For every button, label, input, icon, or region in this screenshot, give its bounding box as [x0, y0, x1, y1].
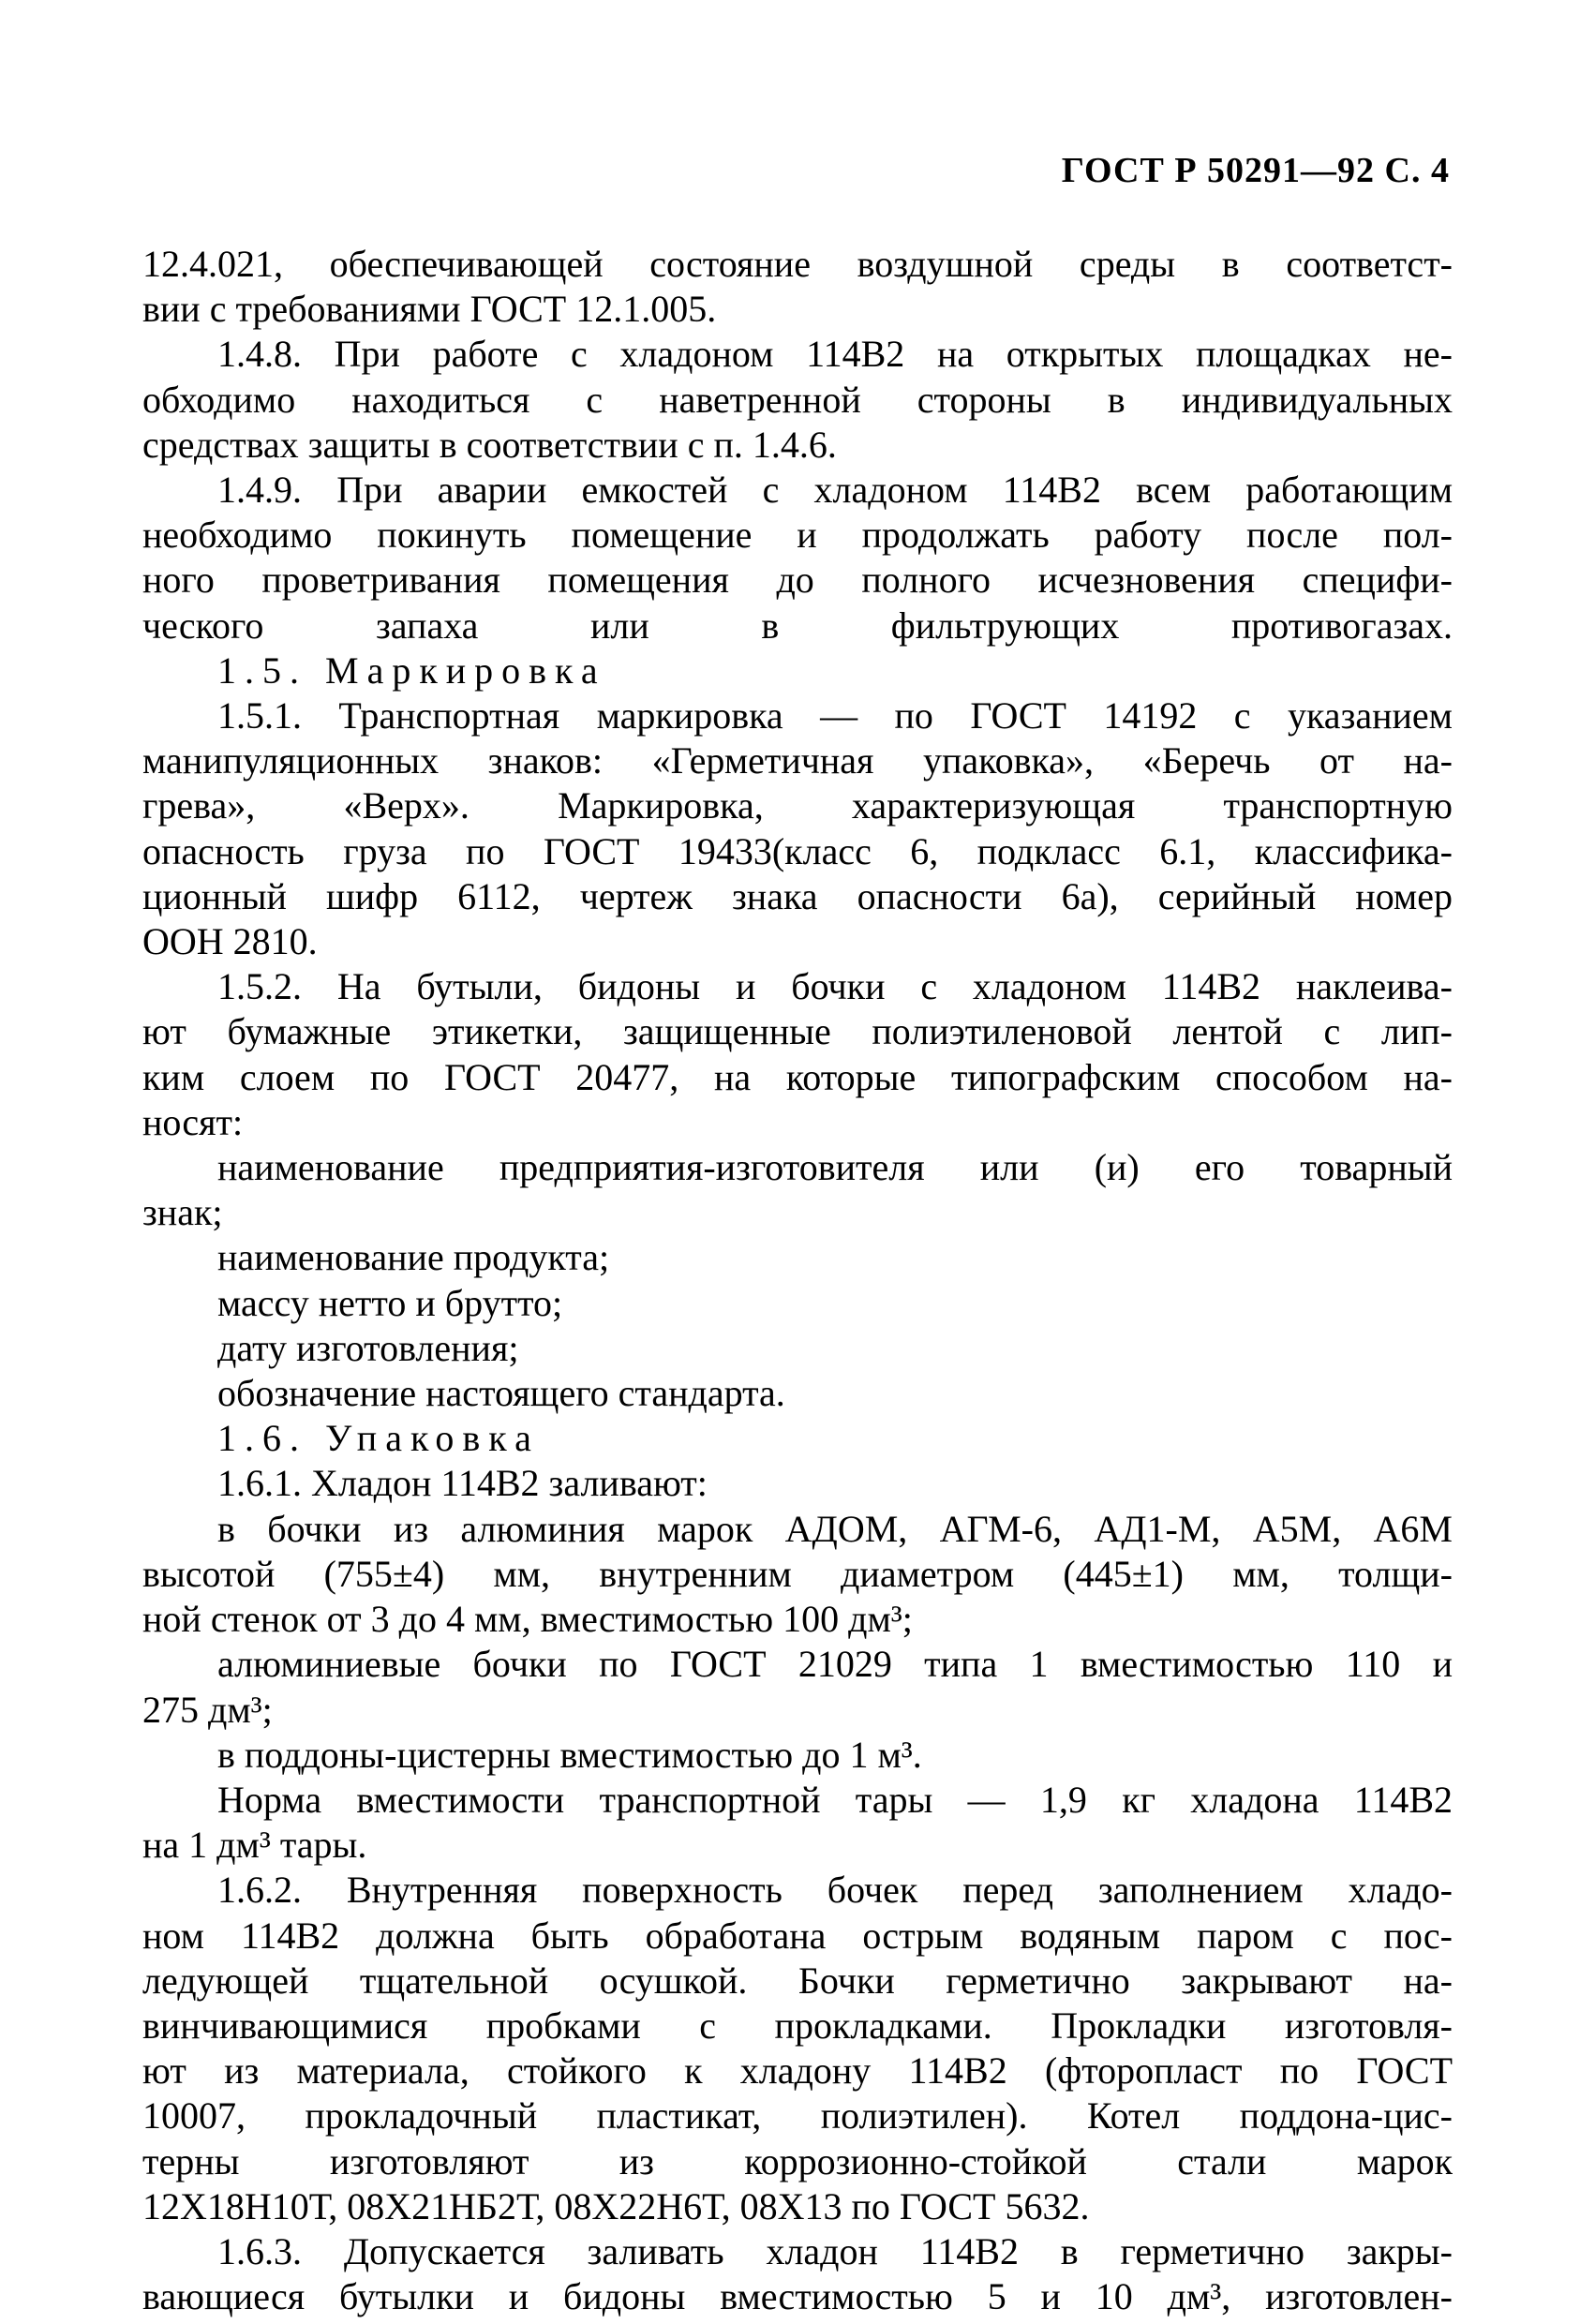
text-line: вии с требованиями ГОСТ 12.1.005.	[142, 288, 717, 331]
page-header: ГОСТ Р 50291—92 С. 4	[1061, 151, 1450, 190]
text-line: знак;	[142, 1191, 223, 1234]
text-line: в бочки из алюминия марок АДОМ, АГМ-6, АД1-М, А5М, А6М	[217, 1507, 1453, 1550]
text-line: ким слоем по ГОСТ 20477, на которые типографским способом на-	[142, 1055, 1453, 1098]
text-line: наименование продукта;	[217, 1236, 610, 1279]
text-line: на 1 дм³ тары.	[142, 1824, 367, 1867]
text-line: ООН 2810.	[142, 920, 318, 963]
text-line: 10007, прокладочный пластикат, полиэтилен). Котел поддона-цис-	[142, 2094, 1453, 2138]
text-line: 1.4.8. При работе с хладоном 114В2 на открытых площадках не-	[217, 333, 1453, 376]
text-line: массу нетто и брутто;	[217, 1281, 563, 1324]
text-line: ционный шифр 6112, чертеж знака опасности 6а), серийный номер	[142, 874, 1453, 917]
text-line: ном 114В2 должна быть обработана острым водяным паром с пос-	[142, 1914, 1453, 1957]
text-line: 1.6. Упаковка	[217, 1417, 540, 1460]
text-line: дату изготовления;	[217, 1326, 519, 1369]
text-line: опасность груза по ГОСТ 19433(класс 6, подкласс 6.1, классифика-	[142, 829, 1453, 872]
text-line: терны изготовляют из коррозионно-стойкой стали марок	[142, 2139, 1453, 2182]
text-line: 1.6.1. Хладон 114В2 заливают:	[217, 1462, 708, 1505]
text-line: ческого запаха или в фильтрующих противогазах.	[142, 603, 1453, 647]
text-line: 1.5.1. Транспортная маркировка — по ГОСТ 14192 с указанием	[217, 694, 1453, 737]
text-line: 275 дм³;	[142, 1688, 273, 1731]
text-line: грева», «Верх». Маркировка, характеризующая транспортную	[142, 784, 1453, 827]
text-line: ют из материала, стойкого к хладону 114В2 (фторопласт по ГОСТ	[142, 2049, 1453, 2093]
text-line: ледующей тщательной осушкой. Бочки герметично закрывают на-	[142, 1959, 1453, 2002]
text-line: 1.6.3. Допускается заливать хладон 114В2 в герметично закры-	[217, 2229, 1453, 2272]
text-line: 12Х18Н10Т, 08Х21НБ2Т, 08Х22Н6Т, 08Х13 по ГОСТ 5632.	[142, 2184, 1090, 2227]
text-line: средствах защиты в соответствии с п. 1.4.6.	[142, 423, 837, 466]
text-line: винчивающимися пробками с прокладками. Прокладки изготовля-	[142, 2004, 1453, 2047]
text-line: Норма вместимости транспортной тары — 1,9 кг хладона 114В2	[217, 1778, 1453, 1821]
text-line: 1.5. Маркировка	[217, 648, 606, 692]
text-line: в поддоны-цистерны вместимостью до 1 м³.	[217, 1733, 922, 1776]
text-line: обозначение настоящего стандарта.	[217, 1372, 785, 1415]
text-line: 1.5.2. На бутыли, бидоны и бочки с хладоном 114В2 наклеива-	[217, 965, 1453, 1008]
text-line: обходимо находиться с наветренной стороны в индивидуальных	[142, 378, 1453, 421]
text-line: алюминиевые бочки по ГОСТ 21029 типа 1 вместимостью 110 и	[217, 1643, 1453, 1686]
text-line: наименование предприятия-изготовителя или (и) его товарный	[217, 1146, 1453, 1189]
text-line: 1.6.2. Внутренняя поверхность бочек перед заполнением хладо-	[217, 1869, 1453, 1912]
text-line: необходимо покинуть помещение и продолжать работу после пол-	[142, 514, 1453, 557]
text-line: 12.4.021, обеспечивающей состояние воздушной среды в соответст-	[142, 243, 1453, 285]
document-body	[142, 242, 1453, 2319]
text-line: ного проветривания помещения до полного исчезновения специфи-	[142, 559, 1453, 602]
text-line: носят:	[142, 1100, 244, 1143]
text-line: ной стенок от 3 до 4 мм, вместимостью 100 дм³;	[142, 1598, 913, 1641]
text-line: высотой (755±4) мм, внутренним диаметром (445±1) мм, толщи-	[142, 1552, 1453, 1595]
text-line: ют бумажные этикетки, защищенные полиэтиленовой лентой с лип-	[142, 1010, 1453, 1053]
text-line: манипуляционных знаков: «Герметичная упаковка», «Беречь от на-	[142, 739, 1453, 782]
text-line: вающиеся бутылки и бидоны вместимостью 5 и 10 дм³, изготовлен-	[142, 2275, 1453, 2318]
text-line: 1.4.9. При аварии емкостей с хладоном 114В2 всем работающим	[217, 469, 1453, 512]
